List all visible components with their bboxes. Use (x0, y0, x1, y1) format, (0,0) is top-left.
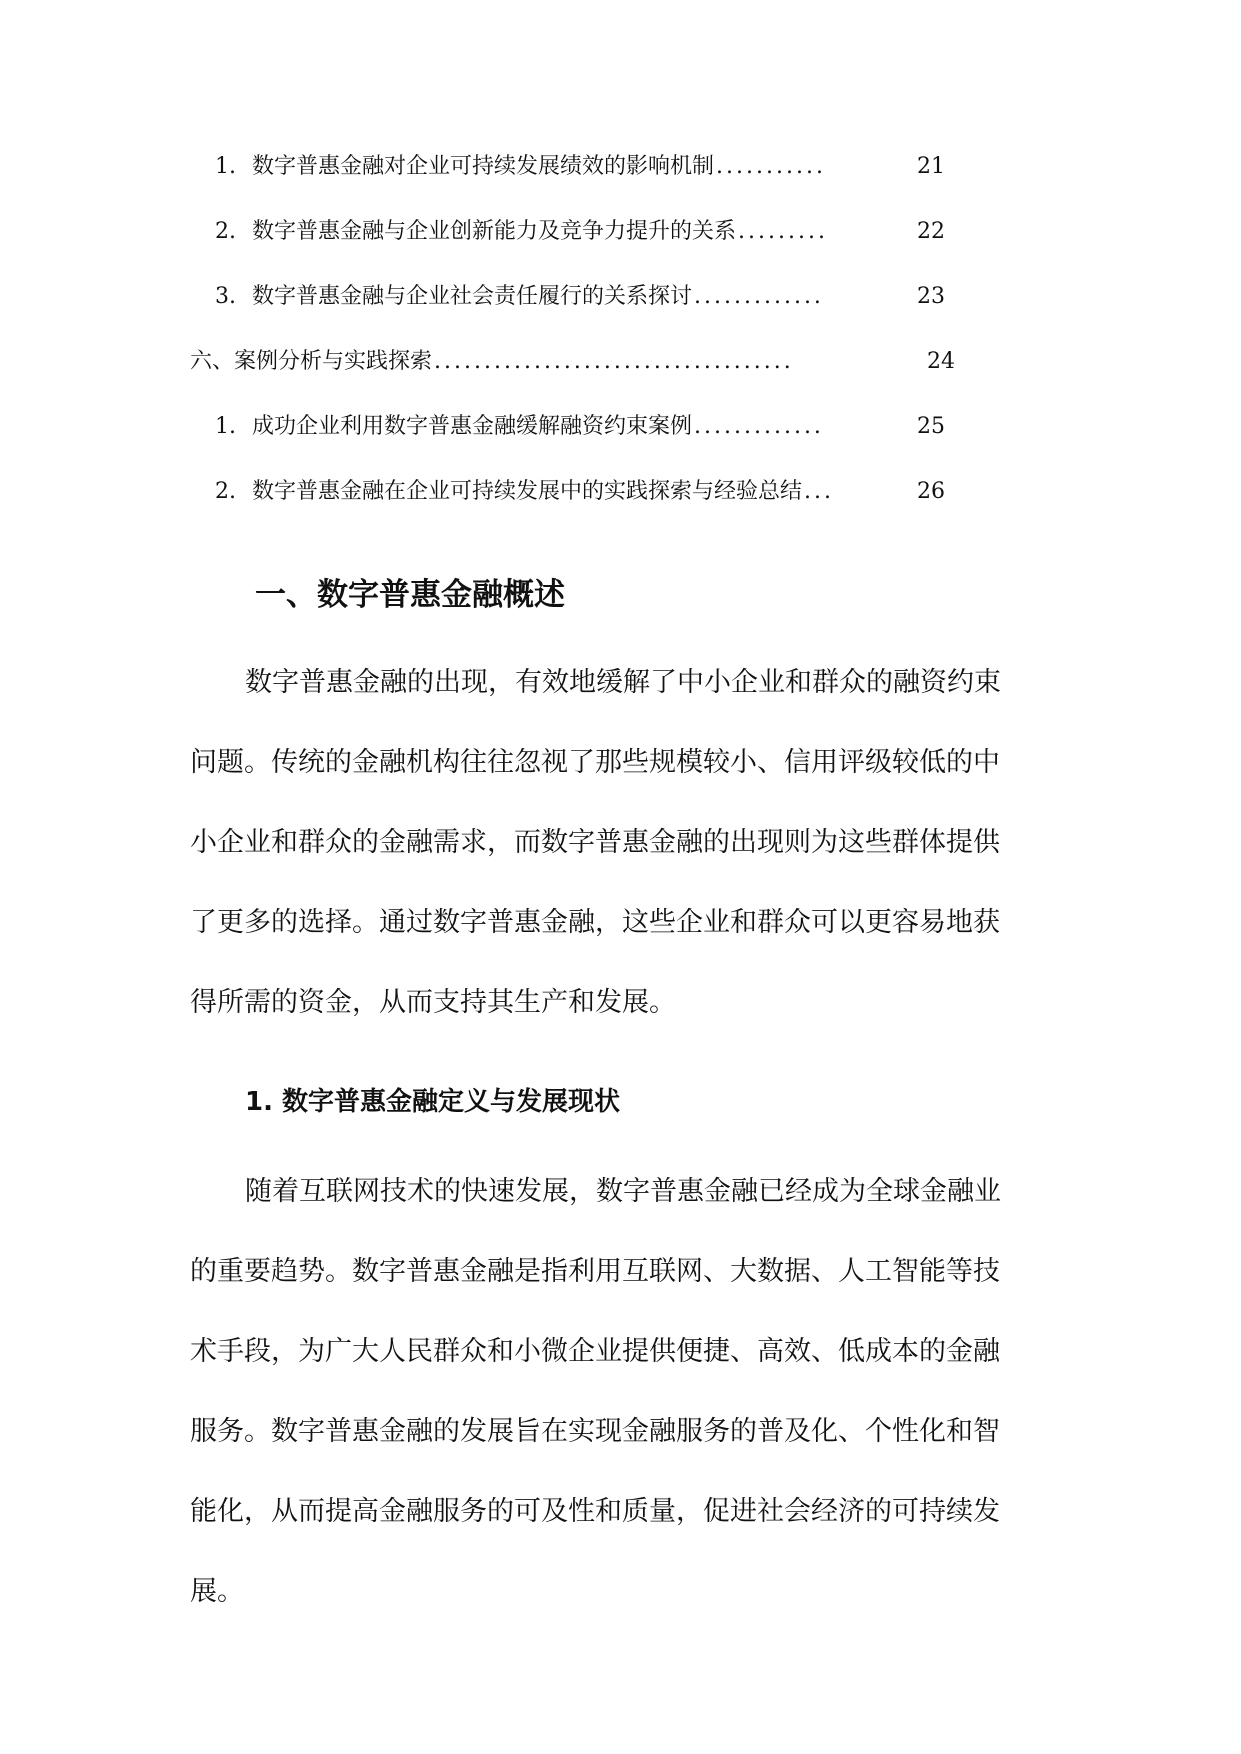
toc-entry-page: 21 (917, 154, 945, 179)
section-heading: 一、数字普惠金融概述 (255, 577, 565, 613)
paragraph-line: 了更多的选择。通过数字普惠金融，这些企业和群众可以更容易地获 (190, 907, 1000, 938)
toc-entry-number: 1. (215, 414, 236, 439)
toc-entry[interactable] (215, 410, 945, 444)
toc-entry-number: 2. (215, 219, 236, 244)
toc-entry[interactable] (215, 475, 945, 509)
subsection-heading: 1. 数字普惠金融定义与发展现状 (245, 1087, 621, 1117)
paragraph-line: 随着互联网技术的快速发展，数字普惠金融已经成为全球金融业 (245, 1176, 1001, 1207)
toc-entry-title: 成功企业利用数字普惠金融缓解融资约束案例 (252, 414, 693, 439)
toc-entry-title: 六、案例分析与实践探索 (190, 349, 433, 374)
toc-leader-dots: ............. (694, 284, 824, 309)
toc-entry-number: 1. (215, 154, 236, 179)
paragraph-line: 得所需的资金，从而支持其生产和发展。 (190, 987, 676, 1018)
paragraph-line: 能化，从而提高金融服务的可及性和质量，促进社会经济的可持续发 (190, 1496, 1000, 1527)
paragraph-line: 术手段，为广大人民群众和小微企业提供便捷、高效、低成本的金融 (190, 1336, 1000, 1367)
toc-leader-dots: .................................... (434, 349, 794, 374)
toc-entry-page: 22 (917, 219, 945, 244)
toc-leader-dots: ... (804, 479, 834, 504)
toc-entry-page: 25 (917, 414, 945, 439)
toc-entry-title: 数字普惠金融与企业社会责任履行的关系探讨 (252, 284, 693, 309)
toc-entry[interactable] (190, 345, 955, 379)
toc-leader-dots: ............. (694, 414, 824, 439)
toc-entry-page: 23 (917, 284, 945, 309)
toc-leader-dots: ........... (716, 154, 826, 179)
toc-entry-number: 3. (215, 284, 236, 309)
toc-entry[interactable] (215, 215, 945, 249)
toc-entry[interactable] (215, 150, 945, 184)
toc-entry-title: 数字普惠金融在企业可持续发展中的实践探索与经验总结 (252, 479, 803, 504)
paragraph-line: 服务。数字普惠金融的发展旨在实现金融服务的普及化、个性化和智 (190, 1416, 1000, 1447)
toc-entry-page: 26 (917, 479, 945, 504)
toc-leader-dots: ......... (738, 219, 828, 244)
toc-entry[interactable] (215, 280, 945, 314)
toc-entry-number: 2. (215, 479, 236, 504)
toc-entry-title: 数字普惠金融与企业创新能力及竞争力提升的关系 (252, 219, 737, 244)
paragraph-line: 展。 (190, 1576, 244, 1607)
paragraph-line: 数字普惠金融的出现，有效地缓解了中小企业和群众的融资约束 (245, 667, 1001, 698)
toc-entry-page: 24 (927, 349, 955, 374)
toc-entry-title: 数字普惠金融对企业可持续发展绩效的影响机制 (252, 154, 715, 179)
paragraph-line: 小企业和群众的金融需求，而数字普惠金融的出现则为这些群体提供 (190, 827, 1000, 858)
paragraph-line: 的重要趋势。数字普惠金融是指利用互联网、大数据、人工智能等技 (190, 1256, 1000, 1287)
paragraph-line: 问题。传统的金融机构往往忽视了那些规模较小、信用评级较低的中 (190, 747, 1000, 778)
